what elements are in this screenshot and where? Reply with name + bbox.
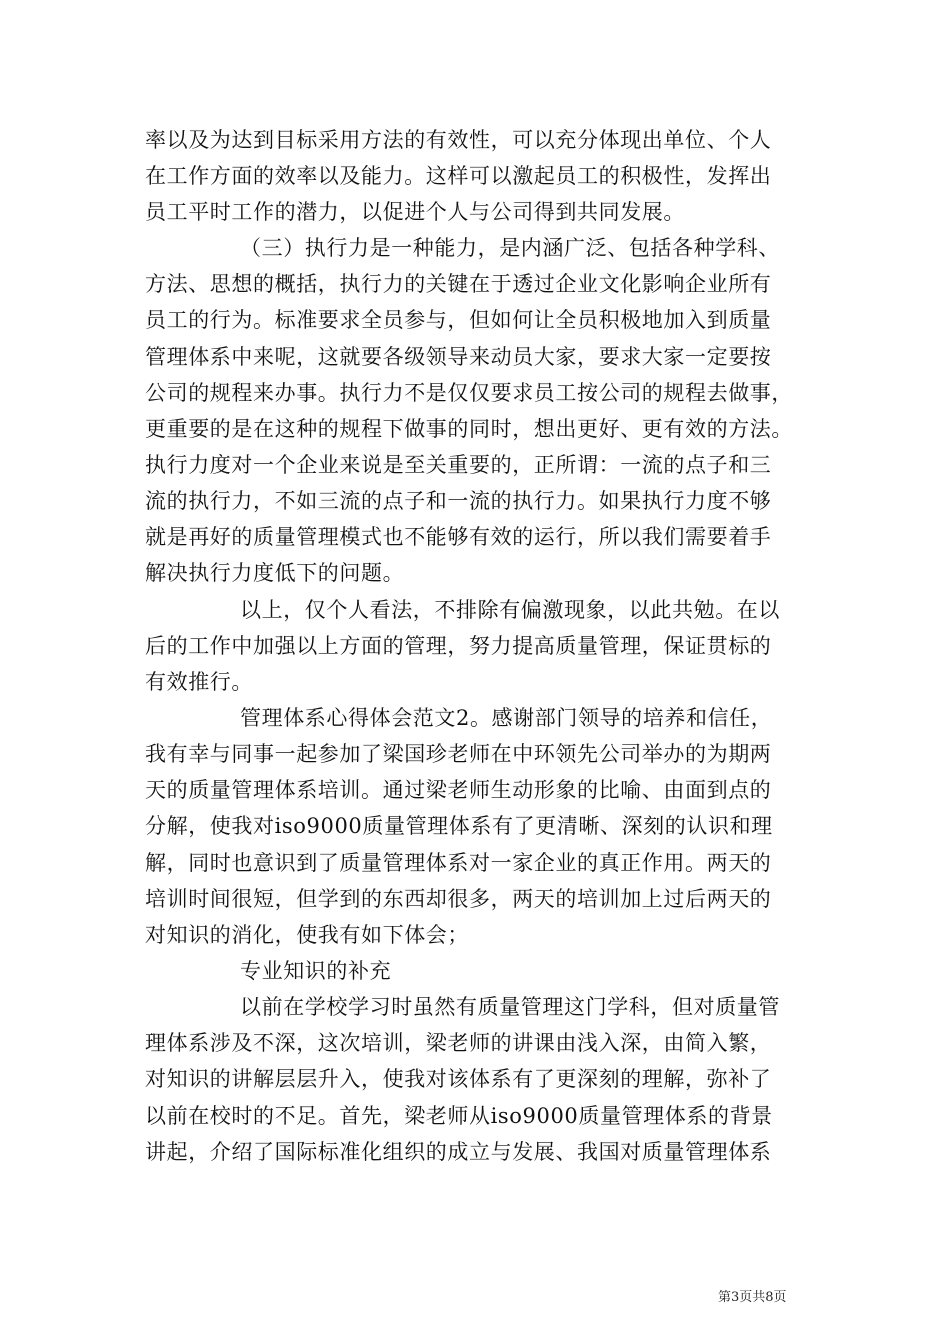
text-line: 管理体系心得体会范文2。感谢部门领导的培养和信任， (240, 706, 773, 730)
text-line: 天的质量管理体系培训。通过梁老师生动形象的比喻、由面到点的 (145, 778, 772, 802)
text-line: 理体系涉及不深，这次培训，梁老师的讲课由浅入深，由简入繁， (145, 1031, 772, 1055)
text-line: 讲起，介绍了国际标准化组织的成立与发展、我国对质量管理体系 (145, 1140, 772, 1164)
text-line: 流的执行力，不如三流的点子和一流的执行力。如果执行力度不够 (145, 489, 772, 513)
text-line: 就是再好的质量管理模式也不能够有效的运行，所以我们需要着手 (145, 525, 772, 549)
text-line: 对知识的讲解层层升入，使我对该体系有了更深刻的理解，弥补了 (145, 1067, 772, 1091)
text-line: 执行力度对一个企业来说是至关重要的，正所谓：一流的点子和三 (145, 453, 772, 477)
text-line: 管理体系中来呢，这就要各级领导来动员大家，要求大家一定要按 (145, 345, 772, 369)
text-line: 解，同时也意识到了质量管理体系对一家企业的真正作用。两天的 (145, 851, 772, 875)
text-line: 更重要的是在这种的规程下做事的同时，想出更好、更有效的方法。 (145, 417, 793, 441)
section-heading: 专业知识的补充 (240, 959, 392, 983)
text-line: 在工作方面的效率以及能力。这样可以激起员工的积极性，发挥出 (145, 164, 772, 188)
text-line: 以前在校时的不足。首先，梁老师从iso9000质量管理体系的背景 (145, 1104, 773, 1128)
page-number-footer: 第3页共8页 (718, 1290, 787, 1305)
text-line: 以前在学校学习时虽然有质量管理这门学科，但对质量管 (240, 995, 780, 1019)
text-line: 率以及为达到目标采用方法的有效性，可以充分体现出单位、个人 (145, 128, 772, 152)
text-line: 解决执行力度低下的问题。 (145, 561, 405, 585)
text-line: 员工平时工作的潜力，以促进个人与公司得到共同发展。 (145, 200, 685, 224)
text-line: （三）执行力是一种能力，是内涵广泛、包括各种学科、 (240, 236, 780, 260)
text-line: 有效推行。 (145, 670, 253, 694)
text-line: 培训时间很短，但学到的东西却很多，两天的培训加上过后两天的 (145, 887, 772, 911)
text-line: 后的工作中加强以上方面的管理，努力提高质量管理，保证贯标的 (145, 634, 772, 658)
text-line: 员工的行为。标准要求全员参与，但如何让全员积极地加入到质量 (145, 308, 772, 332)
text-line: 方法、思想的概括，执行力的关键在于透过企业文化影响企业所有 (145, 272, 772, 296)
text-line: 以上，仅个人看法，不排除有偏激现象，以此共勉。在以 (240, 598, 780, 622)
text-line: 对知识的消化，使我有如下体会； (145, 923, 469, 947)
text-line: 公司的规程来办事。执行力不是仅仅要求员工按公司的规程去做事， (145, 381, 793, 405)
text-line: 分解，使我对iso9000质量管理体系有了更清晰、深刻的认识和理 (145, 814, 773, 838)
text-line: 我有幸与同事一起参加了梁国珍老师在中环领先公司举办的为期两 (145, 742, 772, 766)
